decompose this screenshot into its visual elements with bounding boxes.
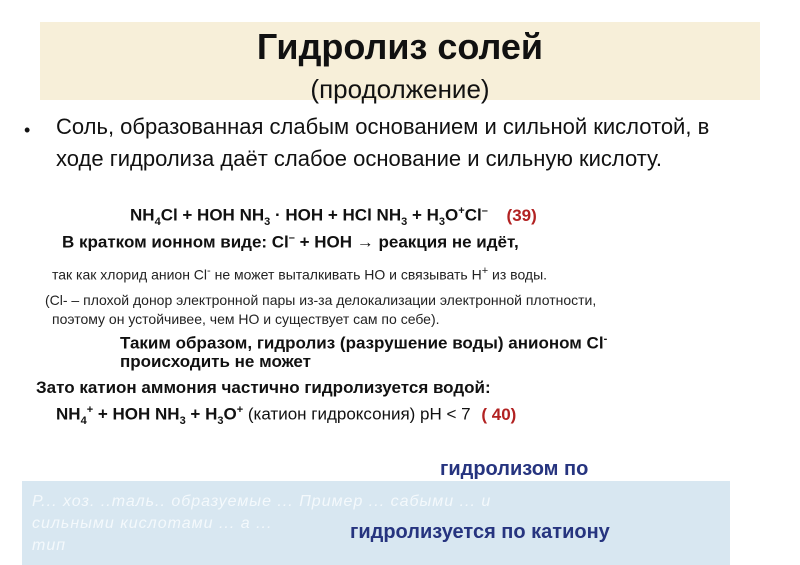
equation-number-39: (39) — [506, 205, 537, 225]
bullet-dot: • — [24, 120, 31, 140]
conclusion-line-1: Таким образом, гидролиз (разрушение воды) анионом Cl- — [120, 333, 608, 353]
cation-line: Зато катион аммония частично гидролизуется водой: — [36, 378, 491, 397]
equation-40: $NH_4^+$ + HOH $NH_3 + H_3O^+$ (катион гидроксония) pH < 7 ( 40) — [56, 404, 517, 428]
conclusion-line-2: происходить не может — [120, 352, 311, 371]
slide-subtitle: (продолжение) — [310, 74, 490, 104]
explanation-line-1: так как хлорид анион Cl- не может выталкивать НО и связывать Н+ из воды. — [52, 265, 548, 283]
hydrolysis-heading: гидролизом по — [440, 458, 589, 480]
faded-text: Р... хоз. ..таль.. образуемые ... Пример ... сабыми ... и сильными кислотами ... а ... тип — [32, 493, 492, 554]
ionic-form-line: В кратком ионном виде: Cl– + HOH → реакция не идёт, — [62, 232, 519, 252]
explanation-line-2: (Cl- – плохой донор электронной пары из-за делокализации электронной плотности, — [45, 292, 597, 308]
explanation-line-3: поэтому он устойчивее, чем НО и существует сам по себе). — [52, 311, 440, 327]
equation-number-40: ( 40) — [481, 404, 517, 424]
intro-paragraph: Соль, образованная слабым основанием и сильной кислотой, в ходе гидролиза даёт слабое основание и сильную кислоту. — [56, 114, 710, 171]
cation-hydrolysis-caption: гидролизуется по катиону — [350, 521, 610, 543]
equation-39: $NH_4Cl$ + HOH $NH_3$ · HOH + HCl $NH_3 + H_3O^+Cl^-$ (39) — [130, 205, 537, 229]
slide-title: Гидролиз солей — [256, 26, 544, 67]
